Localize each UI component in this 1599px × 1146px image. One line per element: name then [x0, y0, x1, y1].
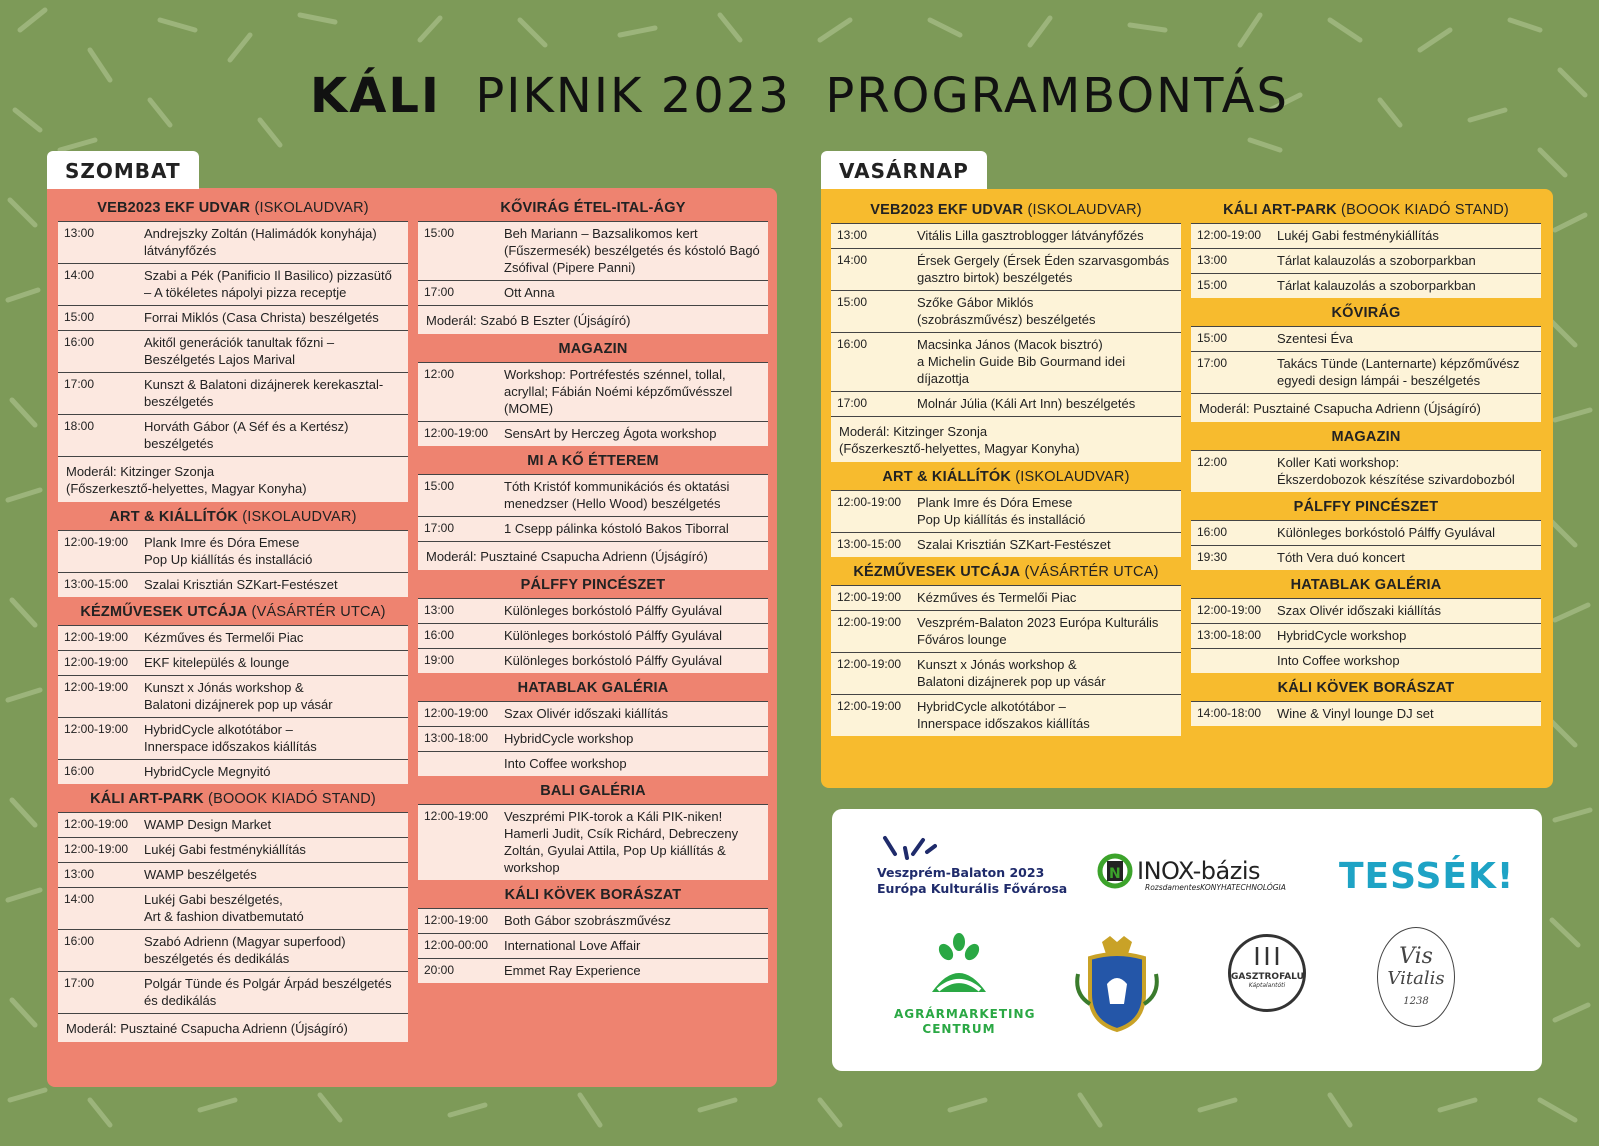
section-location: (BOOOK KIADÓ STAND): [1336, 202, 1509, 218]
row-time: 12:00-19:00: [837, 615, 902, 629]
row-time: 12:00-19:00: [64, 630, 129, 644]
row-description: HybridCycle alkotótábor – Innerspace időszakos kiállítás: [144, 722, 317, 754]
section-location: (ISKOLAUDVAR): [238, 509, 357, 525]
row-time: 12:00-19:00: [64, 680, 129, 694]
section-name: KÉZMŰVESEK UTCÁJA: [80, 604, 248, 620]
section-name: KŐVIRÁG: [1331, 305, 1401, 321]
section-location: (BOOOK KIADÓ STAND): [203, 791, 376, 807]
row-time: 12:00-19:00: [837, 699, 902, 713]
schedule-row: [1191, 223, 1541, 248]
schedule-row: [58, 305, 408, 330]
section-name: HATABLAK GALÉRIA: [1290, 577, 1442, 593]
row-time: 12:00-19:00: [1197, 603, 1262, 617]
schedule-row: [58, 887, 408, 929]
tesseki-logo: TESSÉK!: [1339, 856, 1515, 897]
section-header: [418, 880, 768, 908]
program-section: [418, 570, 768, 673]
section-location: (VÁSÁRTÉR UTCA): [247, 604, 386, 620]
schedule-row: [1191, 520, 1541, 545]
agrar-line1: AGRÁRMARKETING: [894, 1007, 1036, 1021]
row-description: Kézműves és Termelői Piac: [144, 630, 304, 645]
row-time: 13:00-15:00: [64, 577, 129, 591]
row-time: 12:00-19:00: [837, 495, 902, 509]
schedule-row: [1191, 450, 1541, 492]
row-time: 16:00: [837, 337, 868, 351]
row-time: 12:00: [1197, 455, 1228, 469]
schedule-row: [418, 221, 768, 280]
row-time: 17:00: [64, 377, 95, 391]
section-header: [418, 446, 768, 474]
row-time: [1197, 652, 1277, 669]
row-description: Érsek Gergely (Érsek Éden szarvasgombás gasztro birtok) beszélgetés: [917, 253, 1170, 285]
schedule-row: [58, 330, 408, 372]
row-time: 12:00-19:00: [64, 722, 129, 736]
row-description: Vitális Lilla gasztroblogger látványfőzés: [917, 228, 1144, 243]
row-description: Szalai Krisztián SZKart-Festészet: [917, 537, 1111, 552]
page-title: [0, 68, 1599, 124]
section-name: HATABLAK GALÉRIA: [517, 680, 669, 696]
row-time: 19:30: [1197, 550, 1228, 564]
row-description: Plank Imre és Dóra Emese Pop Up kiállítás és installáció: [144, 535, 313, 567]
row-time: 12:00-19:00: [64, 817, 129, 831]
row-description: Különleges borkóstoló Pálffy Gyulával: [504, 653, 722, 668]
row-description: Kunszt x Jónás workshop & Balatoni dizájnerek pop up vásár: [144, 680, 333, 712]
row-description: Beh Mariann – Bazsalikomos kert (Fűszermesék) beszélgetés és kóstoló Bagó Zsófival (Pipere Panni): [504, 226, 760, 275]
title-bold: KÁLI: [310, 68, 441, 124]
agrarmarketing-logo: [894, 932, 1036, 1037]
row-description: Polgár Tünde és Polgár Árpád beszélgetés és dedikálás: [144, 976, 392, 1008]
sponsor-logos: [832, 809, 1542, 1071]
schedule-row: [831, 532, 1181, 557]
section-header: [58, 193, 408, 221]
program-section: [418, 673, 768, 776]
section-location: (ISKOLAUDVAR): [1011, 469, 1130, 485]
schedule-row: [58, 572, 408, 597]
row-time: 17:00: [64, 976, 95, 990]
gasztrofalu-logo: [1228, 934, 1306, 1012]
schedule-row: [1191, 545, 1541, 570]
section-location: (ISKOLAUDVAR): [1023, 202, 1142, 218]
row-description: Szabó Adrienn (Magyar superfood) beszélgetés és dedikálás: [144, 934, 346, 966]
section-header: [1191, 570, 1541, 598]
row-time: 12:00-19:00: [424, 706, 489, 720]
row-description: Szax Olivér időszaki kiállítás: [1277, 603, 1441, 618]
row-time: 13:00: [64, 226, 95, 240]
schedule-row: [831, 290, 1181, 332]
row-description: International Love Affair: [504, 938, 641, 953]
row-description: Forrai Miklós (Casa Christa) beszélgetés: [144, 310, 379, 325]
schedule-row: [418, 623, 768, 648]
row-time: [424, 755, 504, 772]
row-description: Kunszt & Balatoni dizájnerek kerekasztal- beszélgetés: [144, 377, 384, 409]
row-description: HybridCycle Megnyitó: [144, 764, 271, 779]
row-description: Szax Olivér időszaki kiállítás: [504, 706, 668, 721]
row-description: HybridCycle workshop: [504, 731, 634, 746]
schedule-row: [831, 391, 1181, 416]
agrarmarketing-icon: [924, 932, 994, 1002]
program-section: [58, 784, 408, 1042]
program-section: [831, 557, 1181, 736]
program-section: [1191, 570, 1541, 673]
schedule-row: [58, 862, 408, 887]
moderator-note: Moderál: Kitzinger Szonja (Főszerkesztő-helyettes, Magyar Konyha): [58, 456, 408, 502]
schedule-row: [1191, 701, 1541, 726]
row-time: 12:00-19:00: [424, 426, 489, 440]
moderator-note: Moderál: Pusztainé Csapucha Adrienn (Újságíró): [1191, 393, 1541, 422]
program-section: [418, 776, 768, 880]
schedule-row: [58, 675, 408, 717]
section-header: [58, 784, 408, 812]
schedule-row: [418, 362, 768, 421]
row-time: 12:00-19:00: [64, 535, 129, 549]
program-section: [1191, 298, 1541, 422]
row-time: 16:00: [64, 934, 95, 948]
section-name: MAGAZIN: [558, 341, 628, 357]
agrar-line2: CENTRUM: [922, 1022, 996, 1036]
section-name: KÉZMŰVESEK UTCÁJA: [853, 564, 1021, 580]
schedule-row: [418, 648, 768, 673]
row-time: 13:00-18:00: [1197, 628, 1262, 642]
schedule-row: [1191, 648, 1541, 673]
row-time: 15:00: [1197, 278, 1228, 292]
sunday-tab: VASÁRNAP: [821, 151, 987, 189]
schedule-row: [418, 933, 768, 958]
saturday-left-column: [58, 193, 408, 1042]
schedule-row: [831, 610, 1181, 652]
vis-vitalis-logo: [1377, 927, 1455, 1027]
vis-line2: Vitalis: [1387, 968, 1445, 989]
section-header: [418, 673, 768, 701]
row-time: 16:00: [424, 628, 455, 642]
program-section: [1191, 492, 1541, 570]
row-time: 17:00: [837, 396, 868, 410]
row-description: Lukéj Gabi beszélgetés, Art & fashion divatbemutató: [144, 892, 304, 924]
veb2023-line2: Európa Kulturális Fővárosa: [877, 881, 1068, 896]
vis-line1: Vis: [1399, 944, 1433, 969]
schedule-row: [418, 804, 768, 880]
row-time: 18:00: [64, 419, 95, 433]
row-time: 13:00: [64, 867, 95, 881]
coat-of-arms-icon: [1072, 934, 1162, 1034]
schedule-row: [418, 280, 768, 305]
row-time: 17:00: [424, 285, 455, 299]
section-name: PÁLFFY PINCÉSZET: [520, 577, 666, 593]
schedule-row: [58, 812, 408, 837]
schedule-row: [418, 474, 768, 516]
row-description: Kézműves és Termelői Piac: [917, 590, 1077, 605]
section-header: [418, 193, 768, 221]
row-description: Akitől generációk tanultak főzni – Beszélgetés Lajos Marival: [144, 335, 335, 367]
schedule-row: [58, 221, 408, 263]
section-name: VEB2023 EKF UDVAR: [870, 202, 1024, 218]
program-section: [1191, 673, 1541, 726]
section-header: [1191, 492, 1541, 520]
row-description: Szabi a Pék (Panificio Il Basilico) pizzasütő – A tökéletes nápolyi pizza receptje: [144, 268, 392, 300]
row-description: Veszprém-Balaton 2023 Európa Kulturális Főváros lounge: [917, 615, 1159, 647]
section-name: KÁLI KÖVEK BORÁSZAT: [1277, 680, 1455, 696]
row-description: Különleges borkóstoló Pálffy Gyulával: [504, 603, 722, 618]
sunday-left-column: [831, 195, 1181, 736]
row-description: HybridCycle workshop: [1277, 628, 1407, 643]
row-description: Veszprémi PIK-torok a Káli PIK-niken! Hamerli Judit, Csík Richárd, Debreczeny Zoltán, Gyulai Attila, Pop Up kiállítás & workshop: [504, 809, 739, 875]
row-description: Both Gábor szobrászművész: [504, 913, 671, 928]
schedule-row: [831, 490, 1181, 532]
schedule-row: [418, 908, 768, 933]
section-location: (ISKOLAUDVAR): [250, 200, 369, 216]
schedule-row: [1191, 623, 1541, 648]
row-description: Kunszt x Jónás workshop & Balatoni dizájnerek pop up vásár: [917, 657, 1106, 689]
cutlery-icon: [1249, 945, 1285, 967]
row-time: 12:00-19:00: [837, 657, 902, 671]
schedule-row: [1191, 326, 1541, 351]
row-description: Emmet Ray Experience: [504, 963, 641, 978]
row-time: 14:00: [64, 268, 95, 282]
veb2023-logo: [877, 834, 1067, 897]
schedule-row: [831, 652, 1181, 694]
inox-sub-text: RozsdamentesKONYHATECHNOLÓGIA: [1145, 883, 1286, 892]
row-description: Andrejszky Zoltán (Halimádók konyhája) látványfőzés: [144, 226, 377, 258]
row-description: Takács Tünde (Lanternarte) képzőművész egyedi design lámpái - beszélgetés: [1277, 356, 1520, 388]
section-header: [1191, 298, 1541, 326]
row-description: WAMP Design Market: [144, 817, 272, 832]
row-time: 12:00-19:00: [424, 913, 489, 927]
row-description: Macsinka János (Macok bisztró) a Michelin Guide Bib Gourmand idei díjazottja: [917, 337, 1126, 386]
program-section: [418, 334, 768, 446]
inox-main-text: INOX-bázis: [1137, 857, 1261, 885]
program-section: [831, 462, 1181, 557]
section-header: [58, 597, 408, 625]
schedule-row: [58, 837, 408, 862]
section-header: [1191, 422, 1541, 450]
row-time: 20:00: [424, 963, 455, 977]
row-description: EKF kitelepülés & lounge: [144, 655, 290, 670]
program-section: [831, 195, 1181, 462]
moderator-note: Moderál: Kitzinger Szonja (Főszerkesztő-helyettes, Magyar Konyha): [831, 416, 1181, 462]
row-description: WAMP beszélgetés: [144, 867, 257, 882]
schedule-row: [418, 516, 768, 541]
program-section: [418, 193, 768, 334]
inox-bazis-logo: [1095, 851, 1295, 892]
saturday-tab: SZOMBAT: [47, 151, 199, 189]
row-time: 17:00: [1197, 356, 1228, 370]
row-time: 15:00: [64, 310, 95, 324]
row-time: 12:00-19:00: [64, 655, 129, 669]
row-description: 1 Csepp pálinka kóstoló Bakos Tiborral: [504, 521, 729, 536]
row-description: Különleges borkóstoló Pálffy Gyulával: [504, 628, 722, 643]
program-section: [418, 446, 768, 570]
section-name: KÁLI KÖVEK BORÁSZAT: [504, 887, 682, 903]
section-header: [1191, 673, 1541, 701]
row-description: Koller Kati workshop: Ékszerdobozok készítése szivardobozból: [1277, 455, 1515, 487]
inox-icon: [1095, 851, 1137, 891]
section-header: [418, 776, 768, 804]
section-name: ART & KIÁLLÍTÓK: [109, 509, 239, 525]
row-time: 13:00: [424, 603, 455, 617]
row-time: 16:00: [1197, 525, 1228, 539]
moderator-note: Moderál: Pusztainé Csapucha Adrienn (Újságíró): [58, 1013, 408, 1042]
row-time: 14:00: [64, 892, 95, 906]
row-description: Szalai Krisztián SZKart-Festészet: [144, 577, 338, 592]
section-name: PÁLFFY PINCÉSZET: [1293, 499, 1439, 515]
row-time: 14:00: [837, 253, 868, 267]
section-name: KÁLI ART-PARK: [90, 791, 204, 807]
row-time: 15:00: [424, 479, 455, 493]
section-name: KÁLI ART-PARK: [1223, 202, 1337, 218]
row-description: SensArt by Herczeg Ágota workshop: [504, 426, 717, 441]
row-time: 13:00: [1197, 253, 1228, 267]
moderator-note: Moderál: Szabó B Eszter (Újságíró): [418, 305, 768, 334]
row-time: 12:00-00:00: [424, 938, 489, 952]
section-header: [831, 462, 1181, 490]
row-description: Tóth Kristóf kommunikációs és oktatási menedzser (Hello Wood) beszélgetés: [504, 479, 730, 511]
section-header: [831, 557, 1181, 585]
section-name: MI A KŐ ÉTTEREM: [527, 453, 659, 469]
schedule-row: [1191, 248, 1541, 273]
schedule-row: [58, 971, 408, 1013]
row-description: Molnár Júlia (Káli Art Inn) beszélgetés: [917, 396, 1136, 411]
saturday-right-column: [418, 193, 768, 983]
row-time: 13:00-18:00: [424, 731, 489, 745]
row-description: Into Coffee workshop: [504, 756, 627, 771]
svg-text:N: N: [1109, 866, 1121, 882]
row-time: 13:00: [837, 228, 868, 242]
row-description: Ott Anna: [504, 285, 555, 300]
row-time: 13:00-15:00: [837, 537, 902, 551]
sunday-right-column: [1191, 195, 1541, 726]
row-time: 17:00: [424, 521, 455, 535]
schedule-row: [418, 958, 768, 983]
row-description: HybridCycle alkotótábor – Innerspace időszakos kiállítás: [917, 699, 1090, 731]
row-time: 12:00-19:00: [424, 809, 489, 823]
row-time: 12:00-19:00: [837, 590, 902, 604]
schedule-row: [58, 717, 408, 759]
coat-of-arms-logo: [1072, 934, 1162, 1039]
schedule-row: [58, 625, 408, 650]
program-section: [418, 880, 768, 983]
schedule-row: [58, 530, 408, 572]
section-header: [831, 195, 1181, 223]
row-description: Szőke Gábor Miklós (szobrászművész) beszélgetés: [917, 295, 1096, 327]
section-name: MAGAZIN: [1331, 429, 1401, 445]
section-header: [418, 570, 768, 598]
section-name: ART & KIÁLLÍTÓK: [882, 469, 1012, 485]
schedule-row: [418, 598, 768, 623]
program-section: [58, 597, 408, 784]
gasztrofalu-text: GASZTROFALU: [1231, 972, 1304, 982]
row-time: 15:00: [424, 226, 455, 240]
schedule-row: [831, 585, 1181, 610]
row-description: Wine & Vinyl lounge DJ set: [1277, 706, 1434, 721]
section-name: KŐVIRÁG ÉTEL-ITAL-ÁGY: [500, 200, 686, 216]
program-section: [1191, 195, 1541, 298]
schedule-row: [1191, 598, 1541, 623]
row-description: Lukéj Gabi festménykiállítás: [1277, 228, 1439, 243]
row-description: Horváth Gábor (A Séf és a Kertész) beszélgetés: [144, 419, 349, 451]
section-name: VEB2023 EKF UDVAR: [97, 200, 251, 216]
gasztrofalu-sub: Káptalantóti: [1248, 982, 1286, 989]
program-section: [58, 193, 408, 502]
schedule-row: [58, 372, 408, 414]
row-description: Tárlat kalauzolás a szoborparkban: [1277, 278, 1476, 293]
row-description: Lukéj Gabi festménykiállítás: [144, 842, 306, 857]
schedule-row: [831, 223, 1181, 248]
section-header: [1191, 195, 1541, 223]
schedule-row: [58, 759, 408, 784]
row-description: Tárlat kalauzolás a szoborparkban: [1277, 253, 1476, 268]
section-header: [418, 334, 768, 362]
row-description: Plank Imre és Dóra Emese Pop Up kiállítás és installáció: [917, 495, 1086, 527]
schedule-row: [831, 248, 1181, 290]
section-header: [58, 502, 408, 530]
row-time: 15:00: [837, 295, 868, 309]
row-time: 14:00-18:00: [1197, 706, 1262, 720]
schedule-row: [418, 751, 768, 776]
schedule-row: [418, 726, 768, 751]
schedule-row: [418, 701, 768, 726]
row-description: Különleges borkóstoló Pálffy Gyulával: [1277, 525, 1495, 540]
schedule-row: [58, 263, 408, 305]
schedule-row: [418, 421, 768, 446]
moderator-note: Moderál: Pusztainé Csapucha Adrienn (Újságíró): [418, 541, 768, 570]
program-section: [1191, 422, 1541, 492]
row-time: 12:00-19:00: [1197, 228, 1262, 242]
row-time: 19:00: [424, 653, 455, 667]
title-rest: PIKNIK 2023 PROGRAMBONTÁS: [475, 68, 1289, 124]
veb2023-line1: Veszprém-Balaton 2023: [877, 865, 1045, 880]
schedule-row: [831, 694, 1181, 736]
schedule-row: [58, 414, 408, 456]
row-time: 12:00-19:00: [64, 842, 129, 856]
row-description: Workshop: Portréfestés szénnel, tollal, acryllal; Fábián Noémi képzőművésszel (MOME): [504, 367, 733, 416]
schedule-row: [1191, 273, 1541, 298]
row-time: 15:00: [1197, 331, 1228, 345]
row-time: 16:00: [64, 335, 95, 349]
row-description: Into Coffee workshop: [1277, 653, 1400, 668]
row-time: 12:00: [424, 367, 455, 381]
row-description: Tóth Vera duó koncert: [1277, 550, 1405, 565]
section-location: (VÁSÁRTÉR UTCA): [1020, 564, 1159, 580]
schedule-row: [831, 332, 1181, 391]
program-section: [58, 502, 408, 597]
row-time: 16:00: [64, 764, 95, 778]
section-name: BALI GALÉRIA: [540, 783, 646, 799]
schedule-row: [58, 929, 408, 971]
schedule-row: [58, 650, 408, 675]
veb2023-icon: [877, 834, 937, 860]
row-description: Szentesi Éva: [1277, 331, 1353, 346]
vis-year: 1238: [1403, 996, 1429, 1007]
schedule-row: [1191, 351, 1541, 393]
